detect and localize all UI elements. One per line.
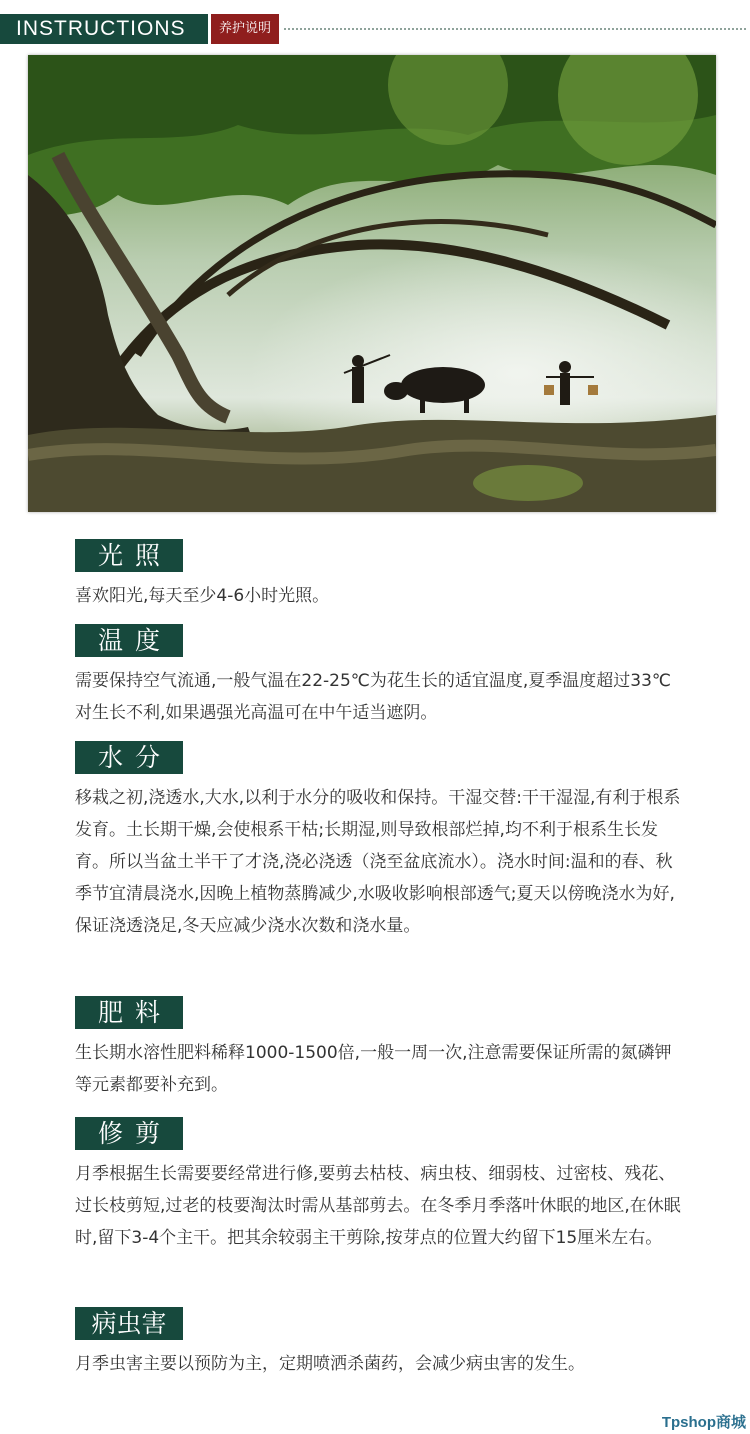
section-label: 病虫害 bbox=[75, 1307, 183, 1340]
banyan-tree-photo bbox=[28, 55, 716, 512]
section-pruning bbox=[75, 1117, 685, 1254]
watermark: Tpshop商城 bbox=[661, 1414, 746, 1431]
section-temperature bbox=[75, 624, 685, 729]
section-label: 温度 bbox=[75, 624, 183, 657]
section-header bbox=[0, 14, 750, 44]
section-label: 光照 bbox=[75, 539, 183, 572]
section-text: 移栽之初,浇透水,大水,以利于水分的吸收和保持。干湿交替:干干湿湿,有利于根系发育。土长期干燥,会使根系干枯;长期湿,则导致根部烂掉,均不利于根系生长发育。所以当盆土半干了才浇,浇必浇透（浇至盆底流水）。浇水时间:温和的春、秋季节宜清晨浇水,因晚上植物蒸腾减少,水吸收影响根部透气;夏天以傍晚浇水为好,保证浇透浇足,冬天应减少浇水次数和浇水量。 bbox=[75, 788, 681, 936]
section-text: 月季根据生长需要要经常进行修,要剪去枯枝、病虫枝、细弱枝、过密枝、残花、过长枝剪短,过老的枝要淘汰时需从基部剪去。在冬季月季落叶休眠的地区,在休眠时,留下3-4个主干。把其余较弱主干剪除,按芽点的位置大约留下15厘米左右。 bbox=[75, 1164, 681, 1248]
section-fertilizer bbox=[75, 996, 685, 1101]
header-title-en: INSTRUCTIONS bbox=[0, 14, 208, 44]
section-label: 水分 bbox=[75, 741, 183, 774]
header-title-cn: 养护说明 bbox=[211, 14, 279, 44]
section-light bbox=[75, 539, 685, 612]
section-water bbox=[75, 741, 685, 942]
section-label: 修剪 bbox=[75, 1117, 183, 1150]
section-text: 喜欢阳光,每天至少4-6小时光照。 bbox=[75, 586, 330, 606]
section-text: 需要保持空气流通,一般气温在22-25℃为花生长的适宜温度,夏季温度超过33℃对生长不利,如果遇强光高温可在中午适当遮阴。 bbox=[75, 671, 672, 723]
header-dotted-divider bbox=[284, 28, 746, 30]
section-label: 肥料 bbox=[75, 996, 183, 1029]
section-text: 生长期水溶性肥料稀释1000-1500倍,一般一周一次,注意需要保证所需的氮磷钾等元素都要补充到。 bbox=[75, 1043, 672, 1095]
section-text: 月季虫害主要以预防为主，定期喷洒杀菌药，会减少病虫害的发生。 bbox=[75, 1354, 585, 1374]
section-pests bbox=[75, 1307, 685, 1380]
